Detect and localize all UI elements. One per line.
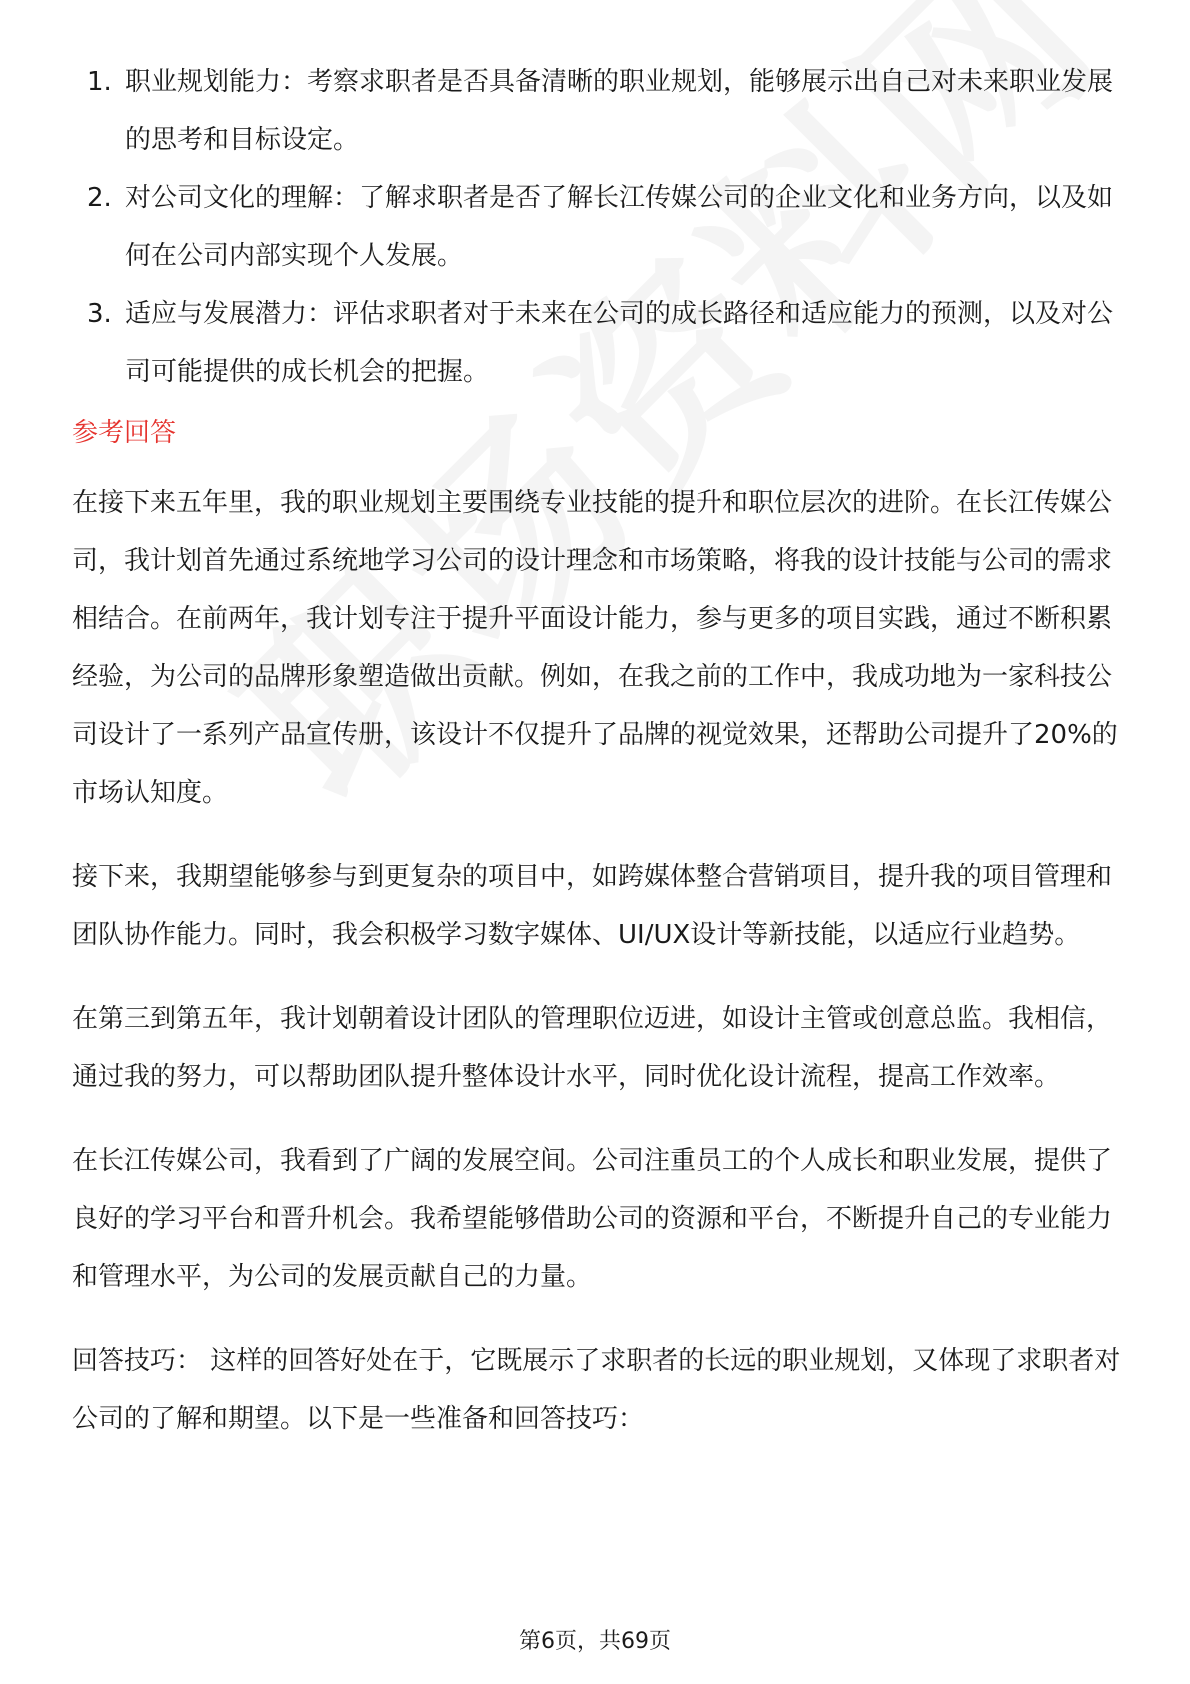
list-item-number: 2. [87, 183, 112, 213]
section-heading: 参考回答 [72, 418, 177, 448]
list-item-text: 适应与发展潜力：评估求职者对于未来在公司的成长路径和适应能力的预测，以及对公司可能提供的成长机会的把握。 [125, 299, 1114, 387]
answer-paragraph: 在接下来五年里，我的职业规划主要围绕专业技能的提升和职位层次的进阶。在长江传媒公司，我计划首先通过系统地学习公司的设计理念和市场策略，将我的设计技能与公司的需求相结合。在前两年，我计划专注于提升平面设计能力，参与更多的项目实践，通过不断积累经验，为公司的品牌形象塑造做出贡献。例如，在我之前的工作中，我成功地为一家科技公司设计了一系列产品宣传册，该设计不仅提升了品牌的视觉效果，还帮助公司提升了20%的市场认知度。 [72, 488, 1118, 808]
list-item-text: 对公司文化的理解：了解求职者是否了解长江传媒公司的企业文化和业务方向，以及如何在公司内部实现个人发展。 [125, 183, 1114, 271]
page-number-footer: 第6页，共69页 [519, 1629, 671, 1654]
page-content [72, 53, 1122, 1474]
list-item-number: 1. [87, 67, 112, 97]
list-item-text: 职业规划能力：考察求职者是否具备清晰的职业规划，能够展示出自己对未来职业发展的思考和目标设定。 [125, 67, 1114, 155]
list-item [72, 169, 1122, 285]
list-item [72, 285, 1122, 401]
list-item [72, 53, 1122, 169]
evaluation-points-list [72, 53, 1122, 401]
answer-paragraph: 在长江传媒公司，我看到了广阔的发展空间。公司注重员工的个人成长和职业发展，提供了良好的学习平台和晋升机会。我希望能够借助公司的资源和平台，不断提升自己的专业能力和管理水平，为公司的发展贡献自己的力量。 [72, 1146, 1113, 1292]
answer-paragraph: 在第三到第五年，我计划朝着设计团队的管理职位迈进，如设计主管或创意总监。我相信，通过我的努力，可以帮助团队提升整体设计水平，同时优化设计流程，提高工作效率。 [72, 1004, 1113, 1092]
answer-tips-paragraph: 回答技巧： 这样的回答好处在于，它既展示了求职者的长远的职业规划，又体现了求职者对公司的了解和期望。以下是一些准备和回答技巧： [72, 1346, 1121, 1434]
list-item-number: 3. [87, 299, 112, 329]
answer-paragraph: 接下来，我期望能够参与到更复杂的项目中，如跨媒体整合营销项目，提升我的项目管理和团队协作能力。同时，我会积极学习数字媒体、UI/UX设计等新技能，以适应行业趋势。 [72, 862, 1113, 950]
